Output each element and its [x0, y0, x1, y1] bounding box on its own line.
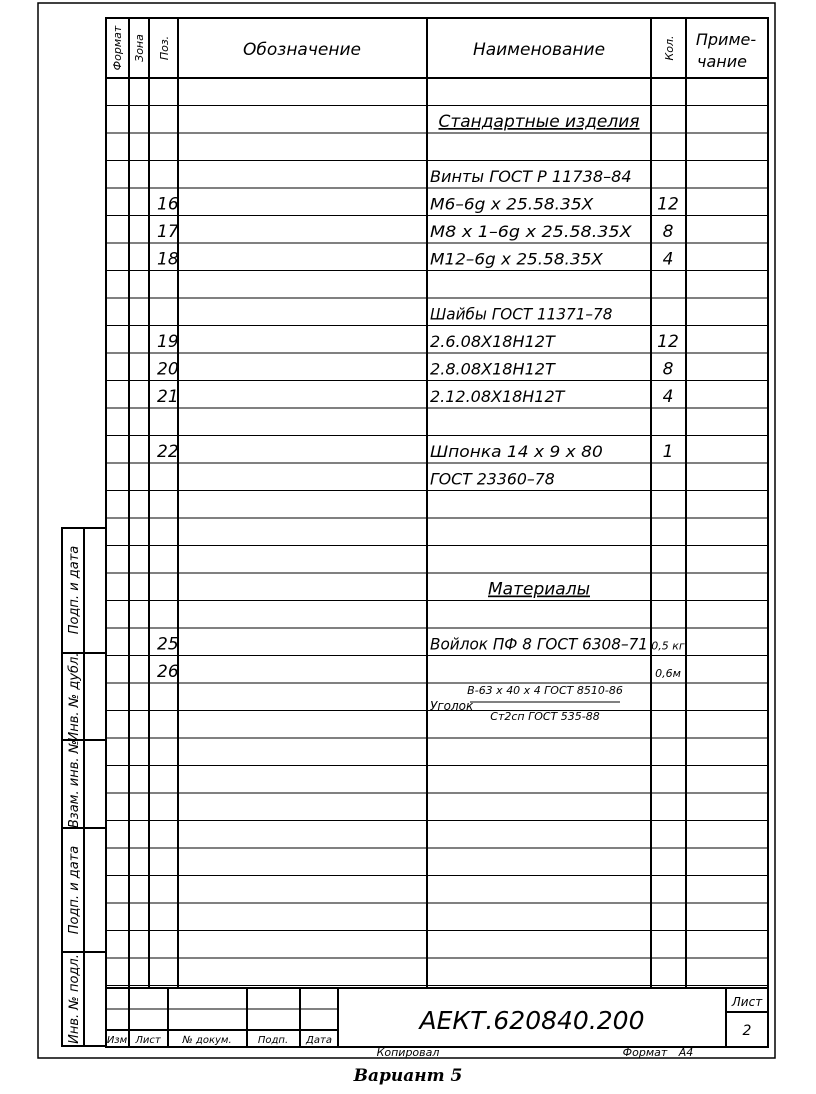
- row-name: М8 x 1–6g x 25.58.35X: [430, 222, 633, 241]
- title-col-change: Изм: [106, 1035, 128, 1046]
- side-label-replaced-inv: Взам. инв. №: [67, 739, 82, 829]
- row-quantity: 4: [662, 387, 674, 407]
- format-value: А4: [678, 1046, 694, 1059]
- row-texts: [157, 112, 685, 682]
- row-name: Винты ГОСТ Р 11738–84: [430, 167, 632, 186]
- row-position: 20: [157, 359, 179, 380]
- section-heading: Материалы: [488, 579, 590, 600]
- row-name: 2.12.08X18Н12Т: [430, 387, 566, 406]
- row-quantity: 1: [662, 442, 674, 462]
- header-note-1: Приме-: [695, 30, 757, 49]
- row-name: М6–6g x 25.58.35X: [430, 194, 595, 214]
- header-pos: Поз.: [158, 35, 171, 61]
- row-position: 18: [157, 249, 179, 270]
- row-quantity: 8: [662, 359, 674, 380]
- row-position: 17: [157, 222, 179, 242]
- format-label: Формат: [622, 1046, 668, 1059]
- row-name: 2.6.08X18Н12Т: [430, 332, 557, 351]
- sheet-label: Лист: [731, 995, 763, 1009]
- row-position: 25: [157, 634, 179, 655]
- row-position: 19: [157, 332, 179, 352]
- row-name: 2.8.08X18Н12Т: [430, 359, 557, 379]
- caption: Вариант 5: [353, 1066, 463, 1086]
- row-quantity: 4: [662, 249, 674, 270]
- row-quantity: 0,6м: [655, 667, 681, 680]
- document-code: АЕКТ.620840.200: [419, 1006, 645, 1035]
- side-label-sign-date-2: Подп. и дата: [67, 845, 82, 935]
- header-format: Формат: [111, 25, 124, 71]
- section-heading: Стандартные изделия: [438, 112, 640, 132]
- row-position: 21: [157, 387, 179, 407]
- row-quantity: 12: [657, 194, 679, 215]
- row-name: М12–6g x 25.58.35X: [430, 249, 604, 269]
- row-quantity: 8: [662, 222, 674, 242]
- angle-fraction: [430, 684, 623, 723]
- header-designation: Обозначение: [243, 40, 361, 60]
- title-col-sign: Подп.: [257, 1035, 289, 1046]
- side-label-dup-inv: Инв. № дубл.: [67, 652, 82, 742]
- angle-denominator: Ст2сп ГОСТ 535-88: [490, 710, 600, 723]
- side-label-orig-inv: Инв. № подл.: [67, 954, 82, 1044]
- row-name: Войлок ПФ 8 ГОСТ 6308–71: [430, 634, 648, 654]
- row-position: 26: [157, 662, 179, 682]
- row-name: ГОСТ 23360–78: [430, 469, 555, 489]
- title-col-doc: № докум.: [182, 1035, 232, 1046]
- row-name: Шпонка 14 x 9 x 80: [430, 442, 603, 461]
- header-note-2: чание: [697, 52, 747, 71]
- row-position: 22: [157, 442, 179, 462]
- row-quantity: 0,5 кг: [651, 639, 685, 653]
- header-zone: Зона: [133, 34, 146, 62]
- header-name: Наименование: [472, 40, 606, 60]
- header-qty: Кол.: [663, 35, 676, 61]
- angle-label: Уголок: [430, 699, 474, 713]
- title-col-sheet: Лист: [135, 1035, 161, 1046]
- sheet-number: 2: [742, 1023, 752, 1039]
- row-name: Шайбы ГОСТ 11371–78: [430, 304, 613, 324]
- angle-numerator: В-63 x 40 x 4 ГОСТ 8510-86: [467, 684, 623, 697]
- row-quantity: 12: [657, 332, 679, 352]
- copied-label: Копировал: [376, 1046, 440, 1059]
- title-col-date: Дата: [306, 1035, 332, 1046]
- side-label-sign-date-1: Подп. и дата: [67, 545, 82, 635]
- row-position: 16: [157, 194, 179, 215]
